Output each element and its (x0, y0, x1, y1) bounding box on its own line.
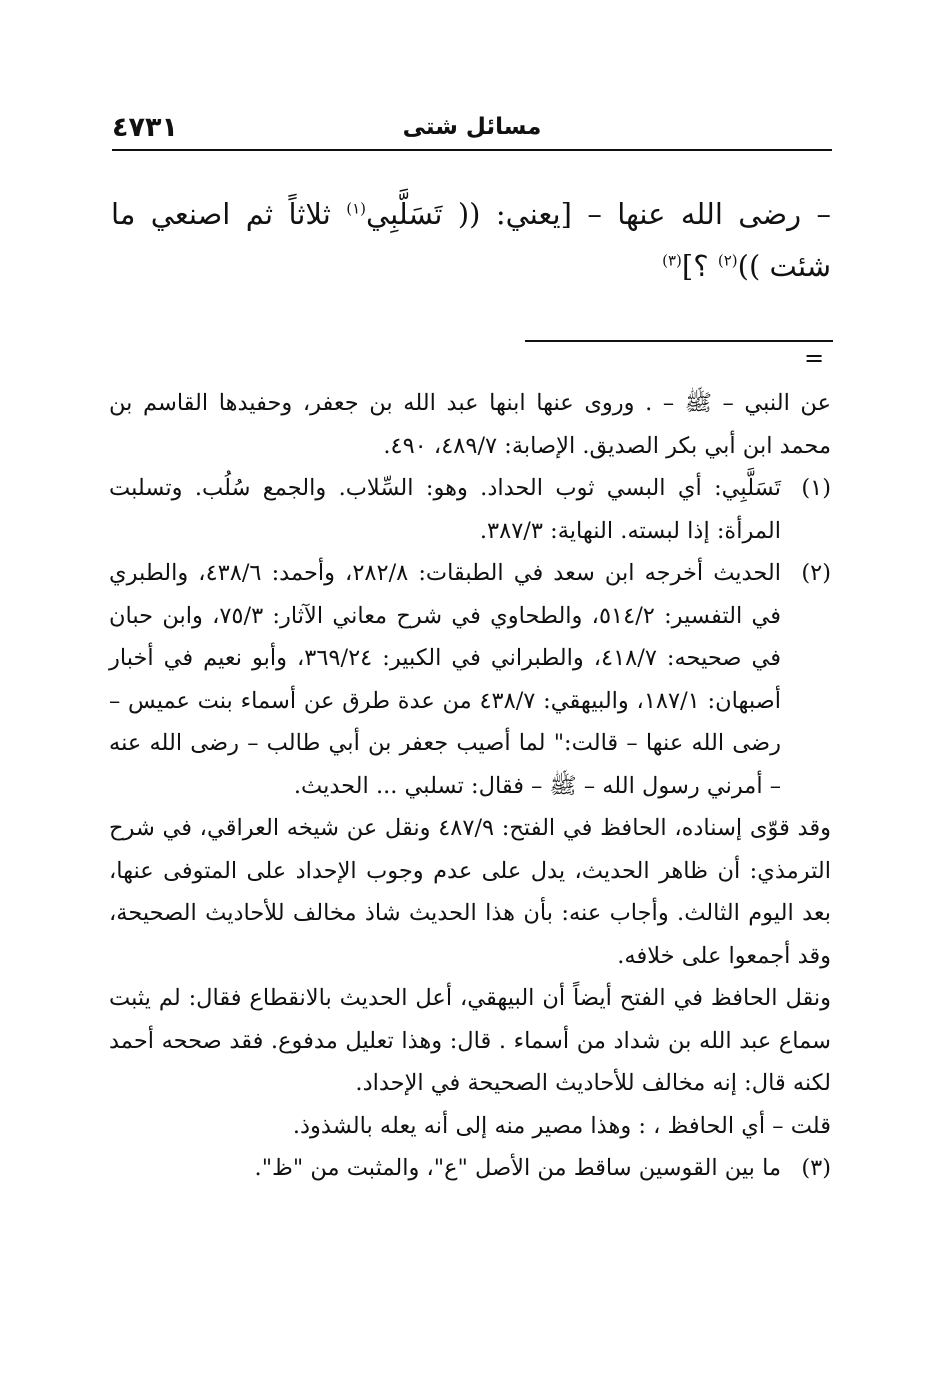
page-header (112, 112, 832, 152)
footnote-3-number: (٣) (801, 1155, 831, 1181)
footnote-1-text: تَسَلَّبِي: أي البسي ثوب الحداد. وهو: السِّلاب. والجمع سُلُب. وتسلبت المرأة: إذا لبسته. النهاية: ٣٨٧/٣. (109, 475, 781, 544)
footnote-2-paragraph-2: وقد قوّى إسناده، الحافظ في الفتح: ٤٨٧/٩ ونقل عن شيخه العراقي، في شرح الترمذي: أن ظاهر الحديث، يدل على عدم وجوب الإحداد على المتوفى عنها، بعد اليوم الثالث. وأجاب عنه: بأن هذا الحديث شاذ مخالف للأحاديث الصحيحة، وقد أجمعوا على خلافه. (109, 815, 831, 969)
footnotes (109, 382, 831, 1190)
footnote-1-number: (١) (801, 475, 831, 501)
footnote-ref-2: (٢) (717, 251, 738, 270)
footnote-2-text: الحديث أخرجه ابن سعد في الطبقات: ٢٨٢/٨، وأحمد: ٤٣٨/٦، والطبري في التفسير: ٥١٤/٢، والطحاوي في شرح معاني الآثار: ٧٥/٣، وابن حبان في صحيحه: ٤١٨/٧، والطبراني في الكبير: ٣٦٩/٢٤، وأبو نعيم في أخبار أصبهان: ١٨٧/١، والبيهقي: ٤٣٨/٧ من عدة طرق عن أسماء بنت عميس – رضى الله عنها – قالت:" لما أصيب جعفر بن أبي طالب – رضى الله عنه – أمرني رسول الله – ﷺ – فقال: تسلبي ... الحديث. (109, 560, 781, 799)
footnote-ref-1: (١) (346, 199, 366, 218)
footnote-1 (109, 467, 831, 552)
main-text-part-3: ؟] (681, 249, 718, 283)
footnote-ref-3: (٣) (662, 251, 682, 270)
main-text (111, 188, 831, 292)
page-number: ٤٧٣١ (112, 112, 178, 143)
header-rule (112, 149, 832, 151)
footnote-separator (525, 340, 833, 342)
footnote-2-paragraph-3: ونقل الحافظ في الفتح أيضاً أن البيهقي، أعل الحديث بالانقطاع فقال: لم يثبت سماع عبد الله بن شداد من أسماء . قال: وهذا تعليل مدفوع. فقد صححه أحمد لكنه قال: إنه مخالف للأحاديث الصحيحة في الإحداد. (109, 985, 831, 1096)
footnote-2 (109, 552, 831, 807)
footnote-continuation: عن النبي – ﷺ – . وروى عنها ابنها عبد الله بن جعفر، وحفيدها القاسم بن محمد ابن أبي بكر الصديق. الإصابة: ٤٨٩/٧، ٤٩٠. (109, 390, 831, 459)
footnote-2-number: (٢) (801, 560, 831, 586)
main-text-part-1: – رضى الله عنها – [يعني: (( تَسَلَّبِي (365, 197, 831, 231)
footnote-3 (109, 1147, 831, 1190)
main-text-part-2: ثلاثاً ثم اصنعي ما شئت )) (111, 197, 831, 283)
footnote-3-text: ما بين القوسين ساقط من الأصل "ع"، والمثبت من "ظ". (254, 1155, 781, 1181)
running-title: مسائل شتى (402, 114, 542, 140)
continuation-mark: = (804, 344, 825, 372)
footnote-2-paragraph-4: قلت – أي الحافظ ، : وهذا مصير منه إلى أنه يعله بالشذوذ. (292, 1112, 831, 1139)
main-paragraph (111, 188, 831, 292)
